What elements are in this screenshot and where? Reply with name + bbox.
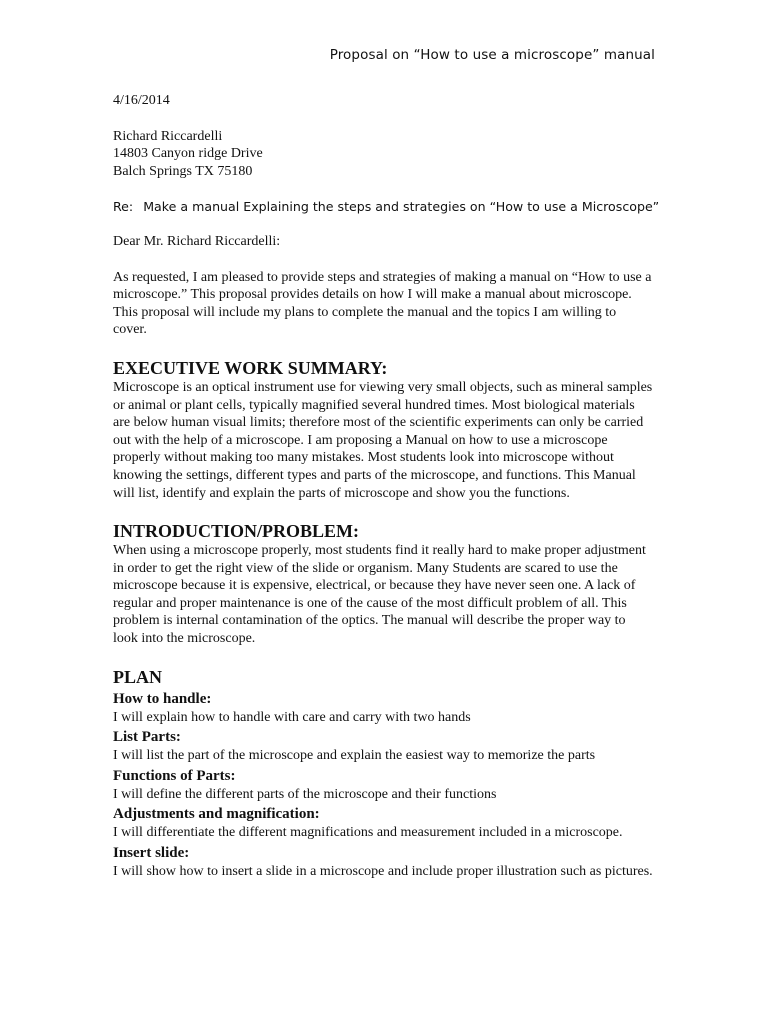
plan-item (113, 844, 653, 881)
salutation: Dear Mr. Richard Riccardelli: (113, 233, 281, 249)
plan-item-title: List Parts: (113, 729, 181, 746)
introduction-heading: INTRODUCTION/PROBLEM: (113, 521, 360, 542)
plan-item-text: I will differentiate the different magnifications and measurement included in a microscope. (113, 825, 623, 841)
plan-item-text: I will show how to insert a slide in a microscope and include proper illustration such as pictures. (113, 864, 653, 880)
subject-text: Make a manual Explaining the steps and strategies on “How to use a Microscope” (143, 199, 660, 215)
subject-label: Re: (113, 199, 134, 215)
plan-item-title: How to handle: (113, 690, 212, 707)
plan-item-text: I will list the part of the microscope and explain the easiest way to memorize the parts (113, 748, 596, 764)
address-name: Richard Riccardelli (113, 128, 223, 144)
address-city: Balch Springs TX 75180 (113, 163, 253, 179)
intro-paragraph: As requested, I am pleased to provide steps and strategies of making a manual on “How to use a microscope.” This proposal provides details on how I will make a manual about microscope. This proposal will include my plans to complete the manual and the topics I am willing to cover. (113, 269, 652, 338)
plan-item (113, 767, 653, 804)
plan-item-text: I will explain how to handle with care and carry with two hands (113, 709, 471, 725)
executive-summary-heading: EXECUTIVE WORK SUMMARY: (113, 357, 388, 378)
subject-line (113, 198, 660, 216)
plan-heading: PLAN (113, 666, 162, 687)
recipient-address (113, 128, 653, 181)
introduction-body: When using a microscope properly, most students find it really hard to make proper adjustment in order to get the right view of the slide or organism. Many Students are scared to use the microscope because it is expensive, electrical, or because they have never seen one. A lack of regular and proper maintenance is one of the cause of the most difficult problem of all. This problem is internal contamination of the optics. The manual will describe the proper way to look into the microscope. (113, 543, 646, 647)
address-street: 14803 Canyon ridge Drive (113, 146, 263, 162)
letter-date: 4/16/2014 (113, 93, 170, 108)
plan-item-title: Adjustments and magnification: (113, 806, 320, 823)
plan-item-title: Functions of Parts: (113, 767, 236, 784)
plan-item-title: Insert slide: (113, 845, 190, 862)
executive-summary-body: Microscope is an optical instrument use for viewing very small objects, such as mineral samples or animal or plant cells, typically magnified several hundred times. Most biological materials are below human visual limits; therefore most of the scientific experiments can only be carried out with the help of a microscope. I am proposing a Manual on how to use a microscope properly without making too many mistakes. Most students look into microscope without knowing the settings, different types and parts of the microscope, and functions. This Manual will list, identify and explain the parts of microscope and show you the functions. (113, 379, 653, 501)
letter-body (113, 92, 660, 881)
plan-item (113, 728, 653, 765)
plan-item (113, 690, 653, 727)
plan-item (113, 805, 653, 842)
page-header: Proposal on “How to use a microscope” manual (329, 47, 655, 63)
plan-item-text: I will define the different parts of the microscope and their functions (113, 786, 497, 802)
